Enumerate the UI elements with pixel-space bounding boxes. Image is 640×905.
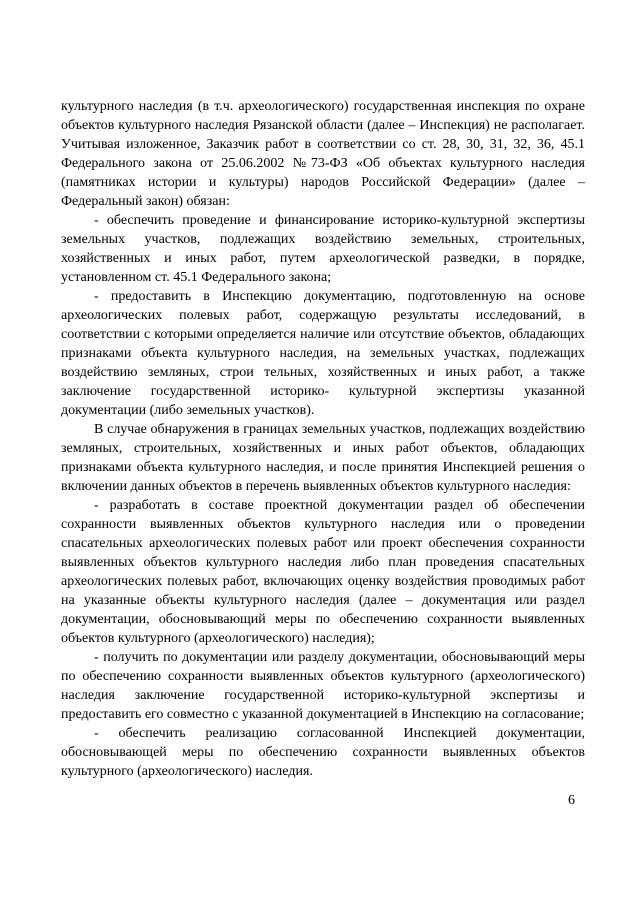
paragraph-discovery-case: В случае обнаружения в границах земельных участков, подлежащих воздействию земляных, строительных, хозяйственных и иных работ объектов, обладающих признаками объекта культурного наследия, и после принятия Инспекцией решения о включении данных объектов в перечень выявленных объектов культурного наследия: [61,422,585,494]
page-number: 6 [568,793,575,808]
paragraph-item-develop-section: - разработать в составе проектной документации раздел об обеспечении сохранности выявленных объектов культурного наследия или о проведении спасательных археологических полевых работ или проект обеспечения сохранности выявленных объектов культурного наследия либо план проведения спасательных археологических полевых работ, включающих оценку воздействия проводимых работ на указанные объекты культурного наследия (далее – документация или раздел документации, обосновывающий меры по обеспечению сохранности выявленных объектов культурного (археологического) наследия); [61,498,585,646]
paragraph-item-documentation: - предоставить в Инспекцию документацию, подготовленную на основе археологических полевых работ, содержащую результаты исследований, в соответствии с которыми определяется наличие или отсутствие объектов, обладающих признаками объекта культурного наследия, на земельных участках, подлежащих воздействию земляных, строи тельных, хозяйственных и иных работ, а также заключение государственной историко- культурной экспертизы указанной документации (либо земельных участков). [61,289,585,418]
body-text [61,97,585,781]
paragraph-item-obtain-conclusion: - получить по документации или разделу документации, обосновывающий меры по обеспечению сохранности выявленных объектов культурного (археологического) наследия заключение государственной историко-культурной экспертизы и предоставить его совместно с указанной документацией в Инспекцию на согласование; [61,650,585,722]
paragraph-item-implement: - обеспечить реализацию согласованной Инспекцией документации, обосновывающей меры по обеспечению сохранности выявленных объектов культурного (археологического) наследия. [61,726,585,779]
paragraph-item-expertise: - обеспечить проведение и финансирование историко-культурной экспертизы земельных участков, подлежащих воздействию земельных, строительных, хозяйственных и иных работ, путем археологической разведки, в порядке, установленном ст. 45.1 Федерального закона; [61,213,585,285]
paragraph-intro: культурного наследия (в т.ч. археологического) государственная инспекция по охране объектов культурного наследия Рязанской области (далее – Инспекция) не располагает. Учитывая изложенное, Заказчик работ в соответствии со ст. 28, 30, 31, 32, 36, 45.1 Федерального закона от 25.06.2002 №73-ФЗ «Об объектах культурного наследия (памятниках истории и культуры) народов Российской Федерации» (далее – Федеральный закон) обязан: [61,99,585,209]
